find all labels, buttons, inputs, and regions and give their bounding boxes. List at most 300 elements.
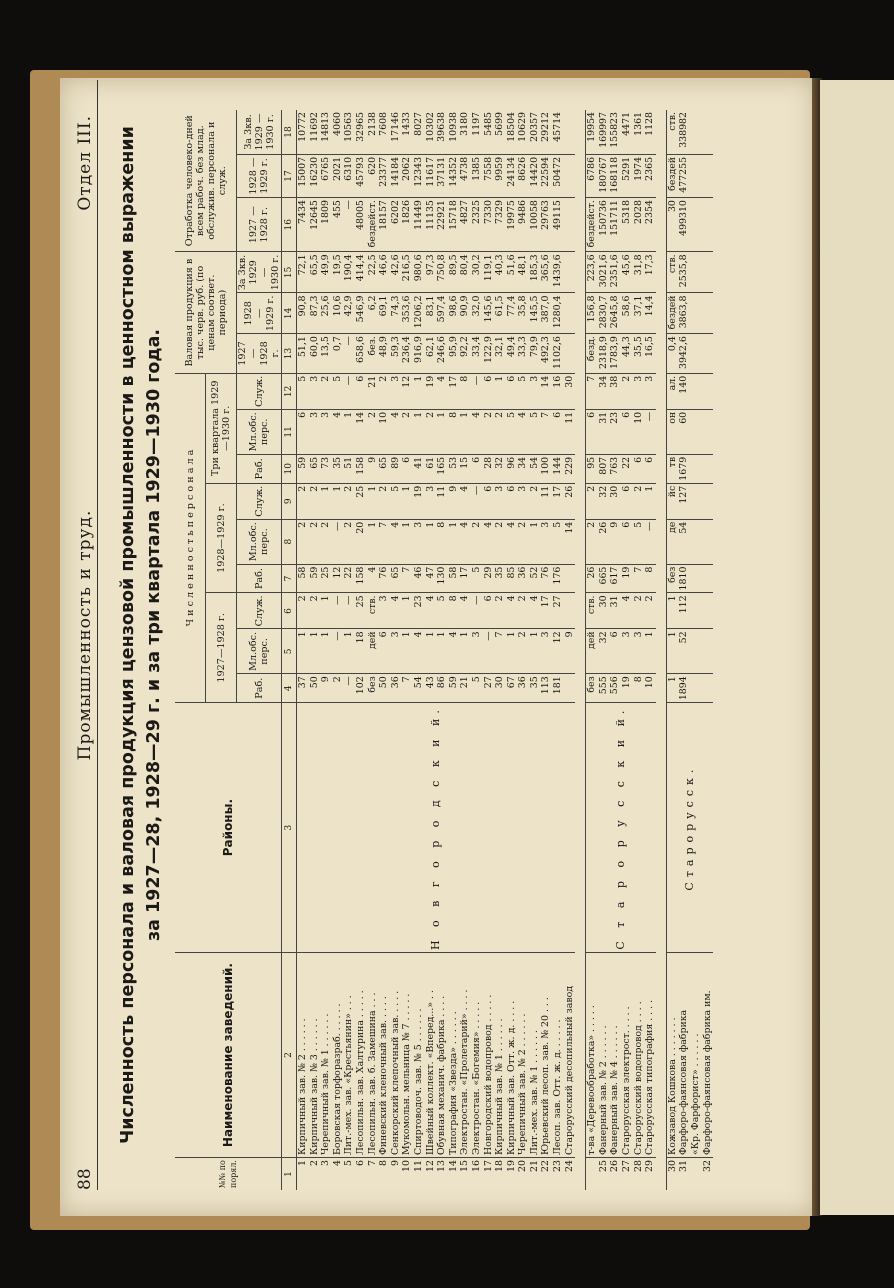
data-cell: 34 (517, 454, 529, 483)
data-cell: 9 (448, 483, 460, 519)
data-cell (690, 483, 702, 519)
data-cell: 77,4 (506, 293, 518, 334)
data-cell: 4 (436, 373, 448, 409)
data-cell: 96 (506, 454, 518, 483)
column-number: 8 (282, 519, 297, 564)
data-cell: 1280,4 (552, 293, 564, 334)
row-number: 3 (320, 1160, 332, 1167)
data-cell: 1 (666, 674, 678, 703)
data-cell: 2645,8 (609, 293, 621, 334)
data-cell: 26 (564, 483, 576, 519)
data-cell: 2 (517, 519, 529, 564)
data-cell: 90,8 (297, 293, 309, 334)
data-cell: 763 (609, 454, 621, 483)
data-cell: 2830,7 (598, 293, 610, 334)
data-cell: 10629 (517, 110, 529, 154)
data-cell: 1809 (320, 198, 332, 252)
col-header-p3: Три квартала 1929—1930 г. (206, 373, 237, 483)
data-cell: 9 (320, 674, 332, 703)
data-cell: 2 (297, 519, 309, 564)
data-cell: 39638 (436, 110, 448, 154)
table-row (702, 110, 714, 1190)
rayon-cell (586, 703, 656, 953)
data-cell: 4 (413, 629, 425, 674)
row-number (690, 1158, 702, 1190)
establishment-name: Обувная механич. фабрика . . . . (436, 953, 448, 1158)
data-cell: 8 (436, 519, 448, 564)
row-number: 30 (666, 1160, 678, 1172)
data-cell: 76 (378, 564, 390, 593)
data-cell: 50 (378, 674, 390, 703)
data-cell: безд. (586, 334, 598, 374)
data-cell: 6202 (390, 198, 402, 252)
establishment-name: Старорусский водопровод . . . . (633, 953, 645, 1158)
data-cell: 5291 (621, 154, 633, 197)
data-cell: 658,6 (355, 334, 367, 374)
data-cell: 17146 (390, 110, 402, 154)
data-cell: — (343, 593, 355, 629)
data-cell: 17 (459, 564, 471, 593)
data-cell: 3 (425, 483, 437, 519)
data-cell: 1361 (633, 110, 645, 154)
column-number: 13 (282, 334, 297, 374)
data-cell (702, 593, 714, 629)
data-cell: 5699 (494, 110, 506, 154)
data-cell: 30 (494, 674, 506, 703)
statistics-table (175, 110, 713, 1190)
data-cell: 216,5 (401, 252, 413, 293)
data-cell: 87,3 (309, 293, 321, 334)
data-cell: 19954 (586, 110, 598, 154)
data-cell: 4 (459, 593, 471, 629)
data-cell: 7 (401, 674, 413, 703)
table-row (367, 110, 379, 1190)
data-cell: 6310 (343, 154, 355, 197)
data-cell: 145,5 (529, 293, 541, 334)
data-cell: 30 (609, 483, 621, 519)
data-cell: 6 (378, 629, 390, 674)
row-number: 8 (378, 1160, 390, 1167)
data-cell: 158 (355, 564, 367, 593)
data-cell: — (471, 593, 483, 629)
data-cell: 2 (621, 373, 633, 409)
data-cell: 455 (332, 198, 344, 252)
data-cell: 4 (459, 519, 471, 564)
data-cell: 48005 (355, 198, 367, 252)
data-cell: дей (367, 629, 379, 674)
data-cell: ств. (666, 252, 678, 293)
col-header-name: Наименование заведений. (175, 953, 282, 1158)
data-cell: 32 (598, 629, 610, 674)
data-cell: 3863,8 (678, 293, 690, 334)
col-header-w3: За 3кв. 1929 — 1930 г. (237, 110, 282, 154)
data-cell: 13,5 (320, 334, 332, 374)
column-number: 6 (282, 593, 297, 629)
data-cell: 4827 (459, 198, 471, 252)
data-cell: 73 (320, 454, 332, 483)
data-cell: 10 (644, 674, 656, 703)
data-cell: 50 (309, 674, 321, 703)
data-cell: 102 (355, 674, 367, 703)
data-cell: 12343 (413, 154, 425, 197)
col-header-workdays: Отработка человеко-дней всем рабоч. без млад. обслужив. персонала и служ. (175, 110, 237, 252)
data-cell: 8 (633, 674, 645, 703)
data-cell: 223,6 (586, 252, 598, 293)
establishment-name: Старорусская типография . . . . (644, 953, 656, 1158)
data-cell: 52 (678, 629, 690, 674)
data-cell: 5 (436, 593, 448, 629)
data-cell: 5 (633, 519, 645, 564)
data-cell: 165 (436, 454, 448, 483)
data-cell: 14,4 (644, 293, 656, 334)
data-cell: 4 (390, 593, 402, 629)
data-cell: 2 (297, 593, 309, 629)
data-cell: 10 (633, 409, 645, 454)
data-cell: 20357 (529, 110, 541, 154)
rotated-page-content (75, 80, 785, 1190)
establishment-name: Фарфоро-фаянсовая фабрика (678, 953, 690, 1158)
data-cell: 6765 (320, 154, 332, 197)
data-cell: 23 (609, 409, 621, 454)
data-cell: — (332, 519, 344, 564)
table-row (309, 110, 321, 1190)
data-cell: 22,5 (367, 252, 379, 293)
rayon-label: Н о в г о р о д с к и й. (428, 705, 442, 951)
establishment-name: Лесопильн. зав. б. Замешина . . . (367, 953, 379, 1158)
data-cell: — (343, 373, 355, 409)
data-cell: 2 (401, 409, 413, 454)
data-cell: 365,6 (540, 252, 552, 293)
data-cell: 556 (609, 674, 621, 703)
data-cell: 1 (436, 629, 448, 674)
data-cell: 2 (309, 593, 321, 629)
data-cell: 12 (552, 629, 564, 674)
data-cell: 36 (517, 564, 529, 593)
data-cell (702, 110, 714, 154)
data-cell: 546,9 (355, 293, 367, 334)
data-cell: 617 (609, 564, 621, 593)
data-cell (702, 373, 714, 409)
data-cell: 24134 (506, 154, 518, 197)
data-cell: 1810 (678, 564, 690, 593)
data-cell: 1826 (401, 198, 413, 252)
col-header-p2: 1928—1929 г. (206, 483, 237, 593)
data-cell: 5318 (621, 198, 633, 252)
data-cell: 11 (436, 483, 448, 519)
data-cell: 46 (413, 564, 425, 593)
data-cell: 59 (297, 454, 309, 483)
data-cell: 59,3 (390, 334, 402, 374)
data-cell: 48,1 (517, 252, 529, 293)
data-cell: 20 (355, 519, 367, 564)
table-row (494, 110, 506, 1190)
data-cell: 92,2 (459, 334, 471, 374)
data-cell: 2 (309, 519, 321, 564)
data-cell: 46,6 (378, 252, 390, 293)
data-cell: 10938 (448, 110, 460, 154)
data-cell: 90,9 (459, 293, 471, 334)
data-cell: 1 (320, 483, 332, 519)
data-cell: 85 (506, 564, 518, 593)
data-cell: 3 (390, 629, 402, 674)
data-cell: 25,6 (320, 293, 332, 334)
row-number: 2 (308, 1160, 320, 1167)
data-cell: 35 (494, 564, 506, 593)
data-cell: 23377 (378, 154, 390, 197)
row-number: 16 (470, 1160, 482, 1172)
data-cell: 4 (332, 409, 344, 454)
data-cell: 1974 (633, 154, 645, 197)
table-row (355, 110, 367, 1190)
data-cell: 17 (540, 593, 552, 629)
data-cell: 3 (633, 373, 645, 409)
data-cell: 10563 (343, 110, 355, 154)
data-cell: — (332, 629, 344, 674)
row-number: 5 (343, 1160, 355, 1167)
data-cell: 2 (586, 519, 598, 564)
column-number: 5 (282, 629, 297, 674)
data-cell: 11 (564, 409, 576, 454)
data-cell: 1 (401, 629, 413, 674)
data-cell (564, 674, 576, 703)
data-cell: 61 (425, 454, 437, 483)
data-cell: 19 (621, 674, 633, 703)
data-cell: 80,4 (459, 252, 471, 293)
data-cell: 2 (586, 483, 598, 519)
data-cell: 30 (666, 198, 678, 252)
col-header-o1: 1927 — 1928 г. (237, 334, 282, 374)
row-number: 4 (331, 1160, 343, 1167)
establishment-name: Типография «Звезда» . . . . . . (448, 953, 460, 1158)
data-cell: 6 (633, 454, 645, 483)
establishment-name: Электростан. «Богемия» . . . . . (471, 953, 483, 1158)
data-cell: 18157 (378, 198, 390, 252)
row-number: 21 (528, 1160, 540, 1172)
data-cell: 2325 (471, 198, 483, 252)
col-header-ml: Мл.обс. перс. (237, 519, 282, 564)
data-cell: 8027 (413, 110, 425, 154)
section-label: Отдел III. (75, 115, 95, 211)
establishment-name: Старорусский десопильный завод (564, 953, 576, 1158)
data-cell: 2 (343, 483, 355, 519)
data-cell: 22 (621, 454, 633, 483)
data-cell: 21 (459, 674, 471, 703)
data-cell: 49,4 (506, 334, 518, 374)
column-number: 4 (282, 674, 297, 703)
data-cell: 5 (529, 409, 541, 454)
data-cell: 69,1 (378, 293, 390, 334)
data-cell (702, 293, 714, 334)
data-cell: 9 (367, 454, 379, 483)
data-cell (690, 564, 702, 593)
data-cell: 229 (564, 454, 576, 483)
column-number: 3 (282, 703, 297, 953)
data-cell: 2 (343, 519, 355, 564)
data-cell: 60,0 (309, 334, 321, 374)
establishment-name: Юрьевский лесоп. зав. № 20 . . . (540, 953, 552, 1158)
table-row (390, 110, 402, 1190)
data-cell: 30 (564, 373, 576, 409)
row-number: 14 (447, 1160, 459, 1172)
data-cell (702, 629, 714, 674)
data-cell: 35,8 (517, 293, 529, 334)
data-cell: 65,5 (309, 252, 321, 293)
data-cell: 17,3 (644, 252, 656, 293)
data-cell: 122,9 (483, 334, 495, 374)
data-cell: 6 (506, 373, 518, 409)
data-cell: 5 (552, 519, 564, 564)
establishment-name: Электростан. «Пролетарий» . . . . (459, 953, 471, 1158)
table-row (425, 110, 437, 1190)
data-cell: 15007 (297, 154, 309, 197)
row-gap (656, 110, 667, 1190)
data-cell: 10302 (425, 110, 437, 154)
data-cell: 7 (540, 409, 552, 454)
establishment-name: Старорусская электрост. . . . . (621, 953, 633, 1158)
data-cell: 980,6 (413, 252, 425, 293)
data-cell: 1 (320, 629, 332, 674)
data-cell: 246,6 (436, 334, 448, 374)
data-cell: 35,5 (633, 334, 645, 374)
establishment-name: т-ва «Деревообработка» . . . . . (586, 953, 598, 1158)
data-cell: без (586, 674, 598, 703)
data-cell: 54 (529, 454, 541, 483)
data-cell: 51 (343, 454, 355, 483)
data-cell: 49115 (552, 198, 564, 252)
data-cell: 1679 (678, 454, 690, 483)
row-number: 23 (552, 1160, 564, 1172)
data-cell: 42,9 (343, 293, 355, 334)
data-cell: 1 (448, 519, 460, 564)
data-cell: 2 (378, 373, 390, 409)
data-cell: 5 (471, 564, 483, 593)
row-number: 17 (482, 1160, 494, 1172)
data-cell: 51,6 (506, 252, 518, 293)
data-cell (702, 564, 714, 593)
data-cell (690, 519, 702, 564)
data-cell: 181 (552, 674, 564, 703)
data-cell: 1 (343, 629, 355, 674)
data-cell: 2 (297, 483, 309, 519)
data-cell: 2 (517, 593, 529, 629)
establishment-name: Кирпичный зав. № 2 . . . . . . (297, 953, 309, 1158)
data-cell (690, 373, 702, 409)
col-header-rayon: Районы. (175, 703, 282, 953)
data-cell: 5 (471, 674, 483, 703)
data-cell: 6 (297, 409, 309, 454)
data-cell: 18 (355, 629, 367, 674)
table-row (678, 110, 690, 1190)
data-cell: 3 (494, 483, 506, 519)
data-cell: 6 (483, 373, 495, 409)
data-cell: 79,9 (529, 334, 541, 374)
data-cell: 4 (448, 629, 460, 674)
col-header-ml: Мл.обс. перс. (237, 629, 282, 674)
data-cell: 2 (309, 483, 321, 519)
data-cell: 9 (609, 519, 621, 564)
data-cell: без (666, 564, 678, 593)
col-header-output: Валовая продукция в тыс. черв. руб. (по ценам соответ. периода) (175, 252, 237, 373)
col-header-sl: Служ. (237, 483, 282, 519)
data-cell: 8 (644, 564, 656, 593)
data-cell: 27 (552, 593, 564, 629)
data-cell (564, 154, 576, 197)
data-cell: 158 (355, 454, 367, 483)
data-cell: 35 (529, 674, 541, 703)
data-cell: 17 (448, 373, 460, 409)
data-cell: 60 (678, 409, 690, 454)
data-cell: 168118 (609, 154, 621, 197)
data-cell: 35 (332, 454, 344, 483)
data-cell: 7330 (483, 198, 495, 252)
row-number: 7 (366, 1160, 378, 1167)
data-cell: 113 (540, 674, 552, 703)
data-cell: 37131 (436, 154, 448, 197)
data-cell: 61,5 (494, 293, 506, 334)
data-cell: бездей (666, 154, 678, 197)
row-number: 1 (297, 1160, 308, 1167)
data-cell: 236,4 (401, 334, 413, 374)
table-row (598, 110, 610, 1190)
data-cell: 1 (413, 373, 425, 409)
data-cell: 15 (459, 454, 471, 483)
data-cell: 1894 (678, 674, 690, 703)
data-cell: 2028 (633, 198, 645, 252)
data-cell: 4 (471, 409, 483, 454)
data-cell: 1206,2 (413, 293, 425, 334)
row-number: 25 (597, 1160, 609, 1172)
data-cell: 8 (448, 409, 460, 454)
data-cell (702, 483, 714, 519)
col-header-o2: 1928 — 1929 г. (237, 293, 282, 334)
data-cell: 14 (540, 373, 552, 409)
data-cell: 555 (598, 674, 610, 703)
data-cell: 1 (459, 629, 471, 674)
column-number: 12 (282, 373, 297, 409)
data-cell: 26 (586, 564, 598, 593)
data-cell: 72,1 (297, 252, 309, 293)
data-cell: 6 (621, 519, 633, 564)
data-cell (702, 519, 714, 564)
data-cell (702, 252, 714, 293)
col-header-w2: 1928 — 1929 г. (237, 154, 282, 197)
data-cell: 14 (564, 519, 576, 564)
data-cell: без. (367, 334, 379, 374)
data-cell: 169997 (598, 110, 610, 154)
table-row (564, 110, 576, 1190)
data-cell: 8 (459, 373, 471, 409)
data-cell: 65 (309, 454, 321, 483)
data-cell (702, 674, 714, 703)
data-cell: 2138 (367, 110, 379, 154)
col-header-o3: За 3кв. 1929 — 1930 г. (237, 252, 282, 293)
row-number: 22 (540, 1160, 552, 1172)
data-cell: 5 (297, 373, 309, 409)
data-cell: 7 (494, 629, 506, 674)
data-cell: 145,6 (483, 293, 495, 334)
data-cell: 3 (540, 519, 552, 564)
data-cell: 2 (332, 674, 344, 703)
data-cell: 52 (529, 564, 541, 593)
data-cell: 7434 (297, 198, 309, 252)
data-cell: 14 (355, 409, 367, 454)
table-row (343, 110, 355, 1190)
data-cell: 27 (483, 674, 495, 703)
data-cell (564, 110, 576, 154)
table-title-line2: за 1927—28, 1928—29 г. и за три квартала 1929—1930 года. (144, 328, 164, 942)
row-number: 11 (412, 1160, 424, 1172)
data-cell: 58,6 (621, 293, 633, 334)
